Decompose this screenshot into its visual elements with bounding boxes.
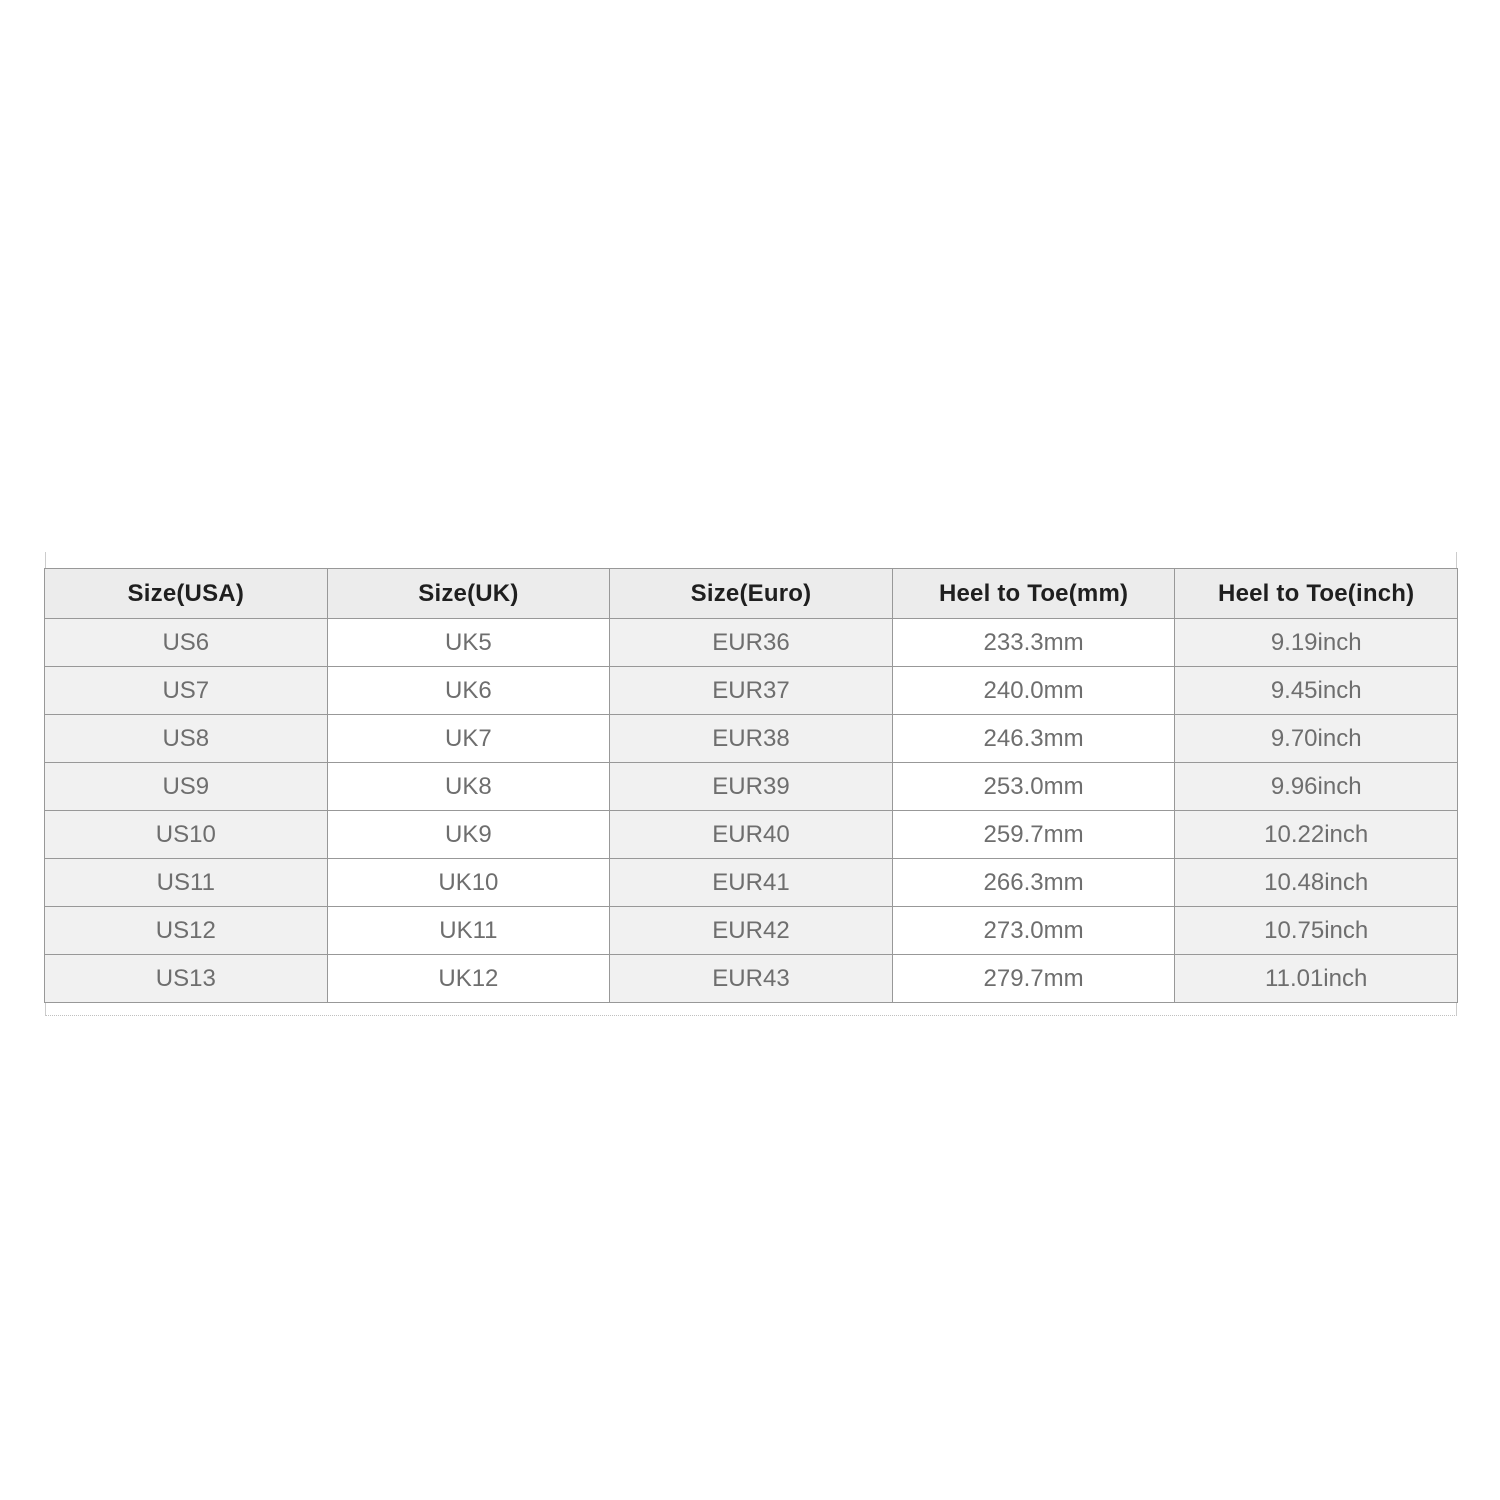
cell-uk-size: UK8 (327, 763, 610, 811)
cell-inch: 10.75inch (1175, 907, 1458, 955)
cell-us-size: US13 (45, 955, 328, 1003)
cell-mm: 233.3mm (892, 619, 1175, 667)
cell-euro-size: EUR40 (610, 811, 893, 859)
table-row (45, 763, 1458, 811)
cell-mm: 266.3mm (892, 859, 1175, 907)
table-row (45, 715, 1458, 763)
table-row (45, 907, 1458, 955)
cell-uk-size: UK12 (327, 955, 610, 1003)
cell-mm: 246.3mm (892, 715, 1175, 763)
size-conversion-table (44, 568, 1458, 1003)
cell-euro-size: EUR39 (610, 763, 893, 811)
column-header-size-usa: Size(USA) (45, 569, 328, 619)
header-row (45, 569, 1458, 619)
cell-inch: 9.19inch (1175, 619, 1458, 667)
column-header-size-uk: Size(UK) (327, 569, 610, 619)
cell-mm: 259.7mm (892, 811, 1175, 859)
cell-inch: 9.96inch (1175, 763, 1458, 811)
cell-uk-size: UK6 (327, 667, 610, 715)
cell-uk-size: UK5 (327, 619, 610, 667)
cell-uk-size: UK10 (327, 859, 610, 907)
cell-euro-size: EUR42 (610, 907, 893, 955)
cell-us-size: US11 (45, 859, 328, 907)
table-row (45, 955, 1458, 1003)
cell-euro-size: EUR36 (610, 619, 893, 667)
cell-inch: 10.48inch (1175, 859, 1458, 907)
cell-us-size: US12 (45, 907, 328, 955)
cell-us-size: US6 (45, 619, 328, 667)
cell-inch: 9.70inch (1175, 715, 1458, 763)
cell-mm: 279.7mm (892, 955, 1175, 1003)
cell-uk-size: UK7 (327, 715, 610, 763)
cell-euro-size: EUR41 (610, 859, 893, 907)
cell-mm: 273.0mm (892, 907, 1175, 955)
cell-mm: 253.0mm (892, 763, 1175, 811)
cell-us-size: US7 (45, 667, 328, 715)
table-row (45, 811, 1458, 859)
column-header-size-euro: Size(Euro) (610, 569, 893, 619)
table-row (45, 859, 1458, 907)
column-header-heel-to-toe-mm: Heel to Toe(mm) (892, 569, 1175, 619)
cell-euro-size: EUR43 (610, 955, 893, 1003)
cell-euro-size: EUR38 (610, 715, 893, 763)
cell-mm: 240.0mm (892, 667, 1175, 715)
cell-uk-size: UK11 (327, 907, 610, 955)
cell-inch: 10.22inch (1175, 811, 1458, 859)
cell-us-size: US8 (45, 715, 328, 763)
cell-us-size: US9 (45, 763, 328, 811)
cell-inch: 11.01inch (1175, 955, 1458, 1003)
cell-inch: 9.45inch (1175, 667, 1458, 715)
cell-euro-size: EUR37 (610, 667, 893, 715)
table-row (45, 667, 1458, 715)
table-row (45, 619, 1458, 667)
cell-uk-size: UK9 (327, 811, 610, 859)
column-header-heel-to-toe-inch: Heel to Toe(inch) (1175, 569, 1458, 619)
cell-us-size: US10 (45, 811, 328, 859)
